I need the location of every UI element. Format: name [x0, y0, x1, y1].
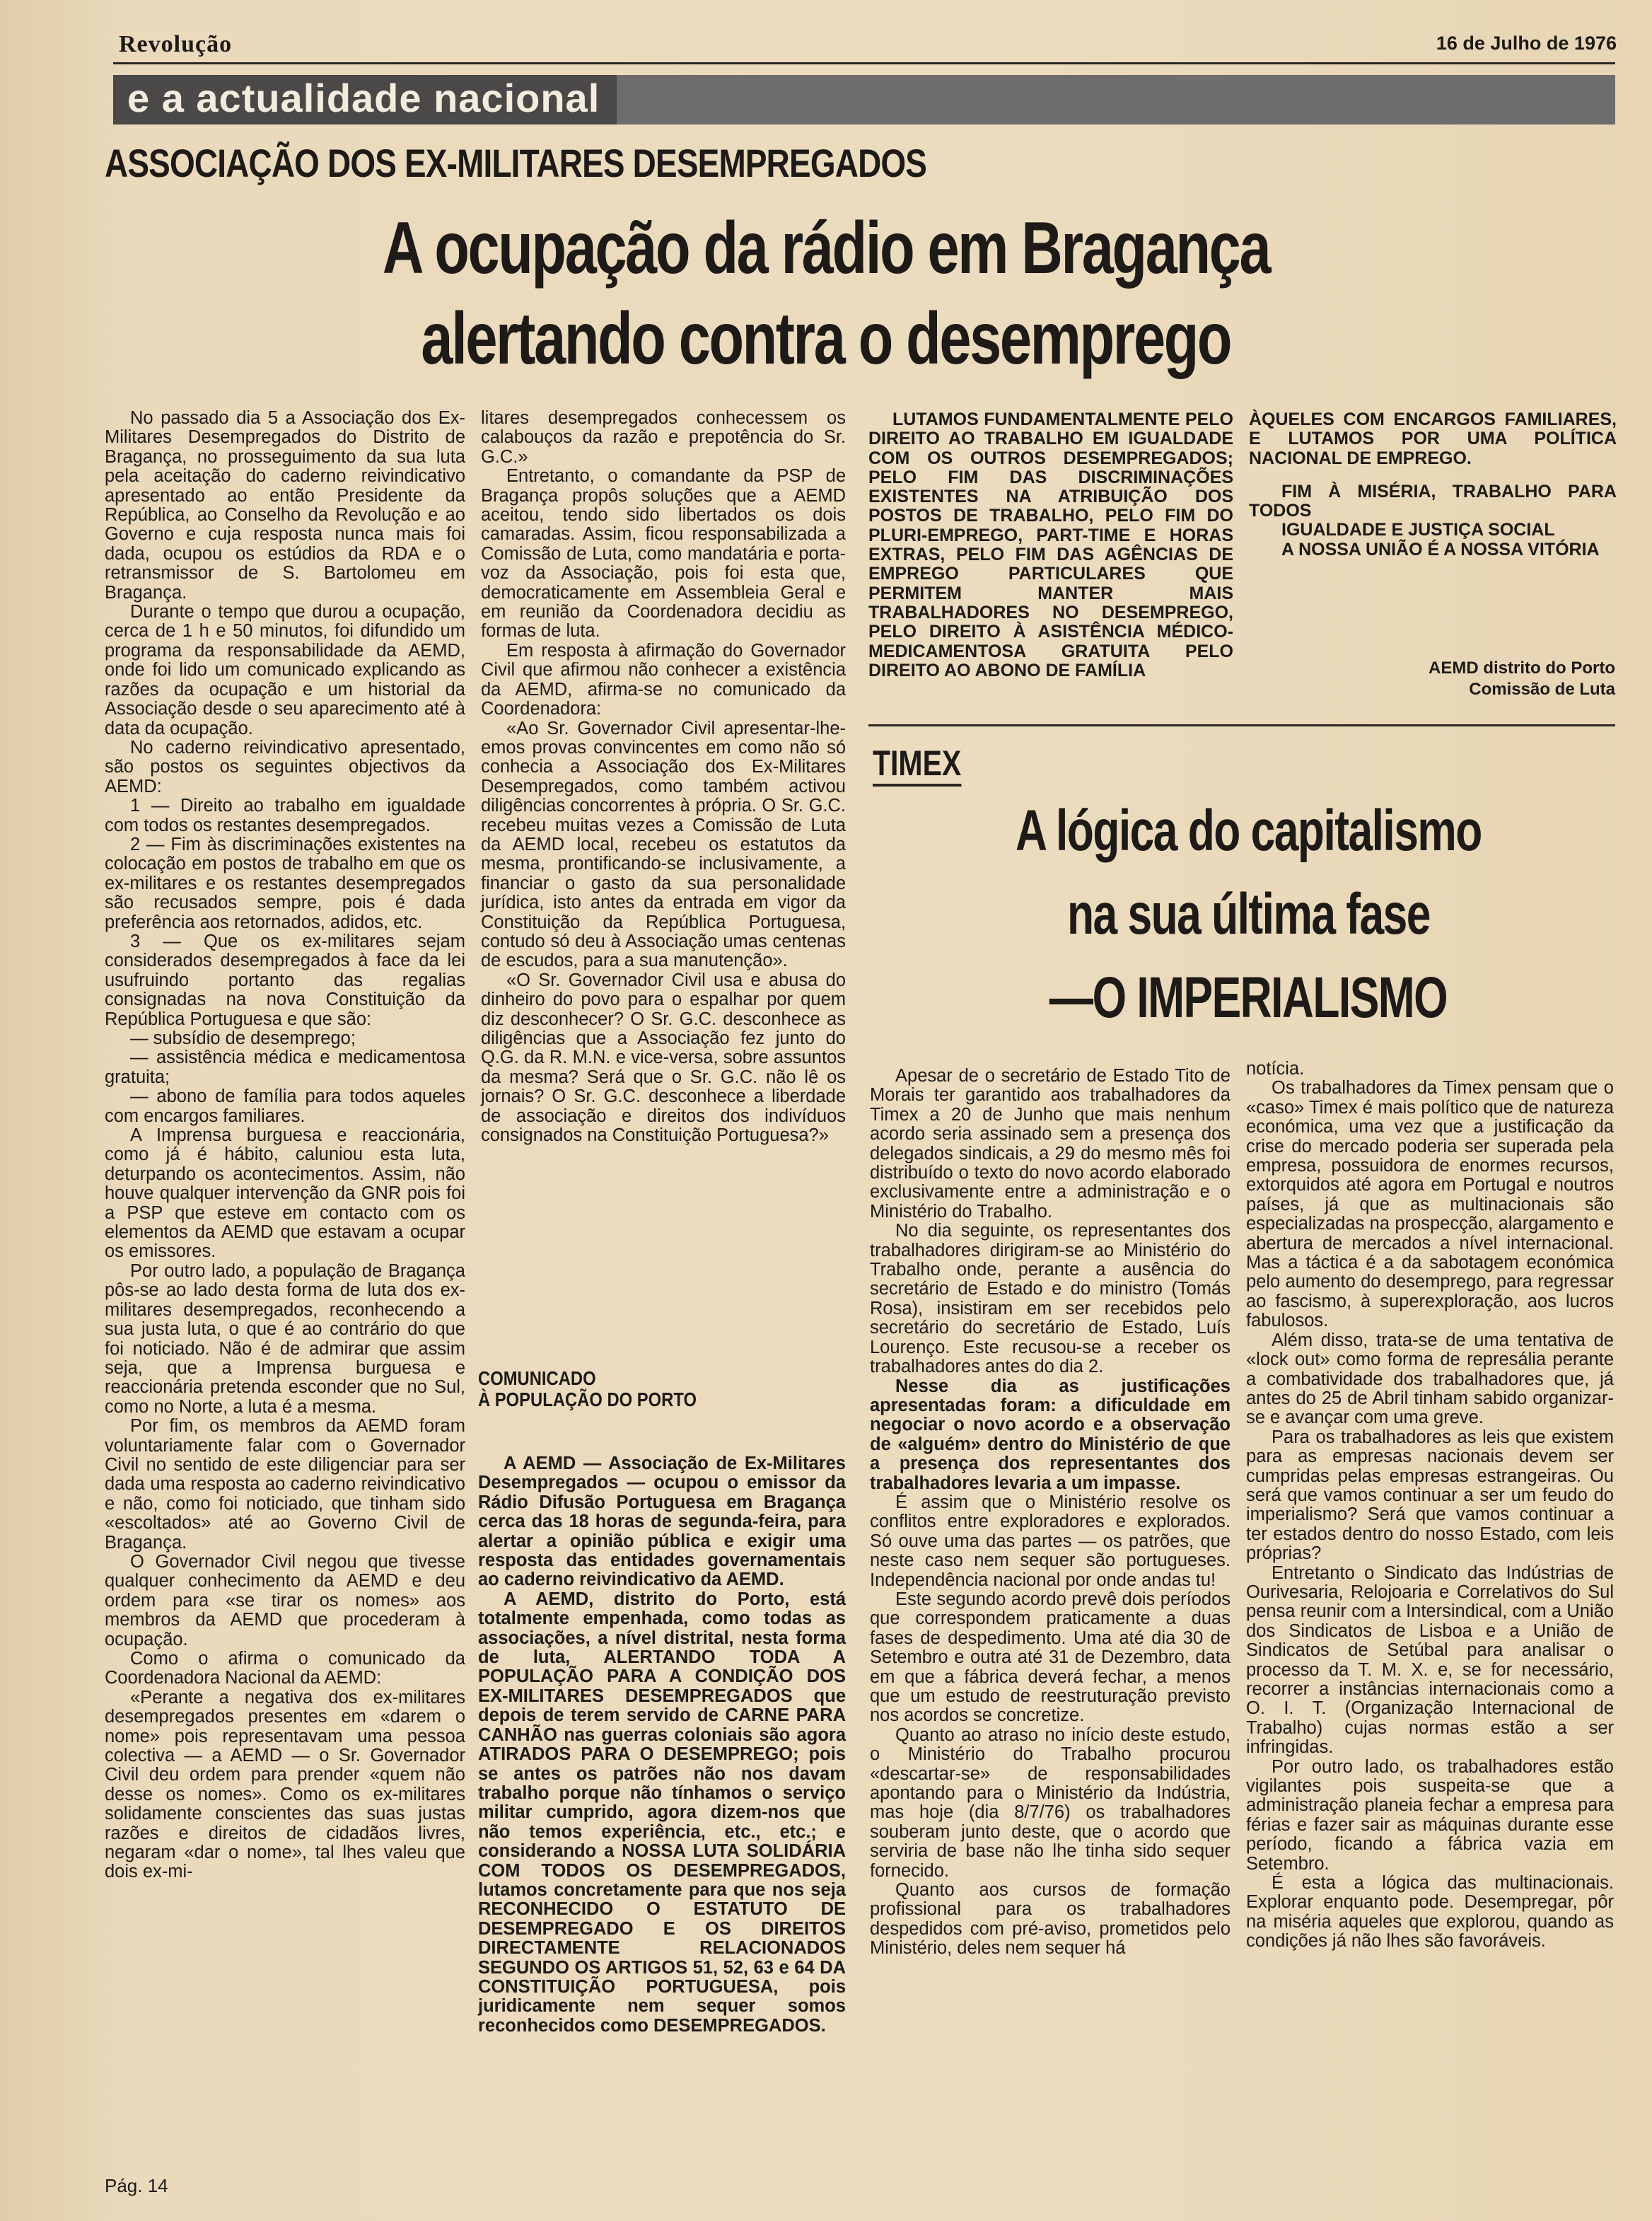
paragraph: No dia seguinte, os representantes dos trabalhadores dirigiram-se ao Ministério do Trabalho onde, perante a ausência do secretário de Estado e do ministro (Tomás Rosa), insistiram em ser recebidos pelo secretário do secretário de Estado, Luís Lourenço. Este recusou-se a receber os trabalhadores antes do dia 2.: [870, 1221, 1231, 1377]
paragraph: Quanto ao atraso no início deste estudo, o Ministério do Trabalho procurou «descartar-se» de responsabilidades apontando para o Ministério da Indústria, mas hoje (dia 8/7/76) os trabalhadores souberam junto deste, que o acordo que serviria de base não lhe tinha sido sequer fornecido.: [870, 1724, 1231, 1881]
section-divider: [868, 724, 1615, 726]
article1-column-2: [481, 409, 846, 1145]
issue-date: 16 de Julho de 1976: [1436, 33, 1617, 54]
paragraph: notícia.: [1246, 1059, 1305, 1079]
paragraph: A AEMD, distrito do Porto, está totalmente empenhada, como todas as associações, a nível distrital, nesta forma de luta, ALERTANDO TODA A POPULAÇÃO PARA A CONDIÇÃO DOS EX-MILITARES DESEMPREGADOS que depois de terem servido de CARNE PARA CANHÃO nas guerras coloniais são agora ATIRADOS PARA O DESEMPREGO; pois se antes os patrões não nos davam trabalho porque não tínhamos o serviço militar cumprido, agora dizem-nos que não temos experiência, etc., etc.; e considerando a NOSSA LUTA SOLIDÁRIA COM TODOS OS DESEMPREGADOS, lutamos concretamente para que nos seja RECONHECIDO O ESTATUTO DE DESEMPREGADO E OS DIREITOS DIRECTAMENTE RELACIONADOS SEGUNDO OS ARTIGOS 51, 52, 63 e 64 DA CONSTITUIÇÃO PORTUGUESA, pois juridicamente nem sequer somos reconhecidos como DESEMPREGADOS.: [478, 1589, 846, 2036]
page-number: Pág. 14: [105, 2175, 168, 2196]
paragraph: «O Sr. Governador Civil usa e abusa do dinheiro do povo para o espalhar por quem diz desconhecer? O Sr. G.C. desconhece as diligências que a Associação fez junto do Q.G. da R. M.N. e vice-versa, sobre assuntos da mesma? Será que o Sr. G.C. não lê os jornais? O Sr. G.C. desconhece a liberdade de associação e direitos dos indivíduos consignados na Constituição Portuguesa?»: [481, 970, 846, 1146]
article1-column-1: [105, 409, 465, 1882]
paragraph: — abono de família para todos aqueles com encargos familiares.: [105, 1086, 465, 1126]
paragraph: Entretanto o Sindicato das Indústrias de Ourivesaria, Relojoaria e Correlativos do Sul pensa reunir com a Intersindical, com a União dos Sindicatos de Lisboa e a União de Sindicatos de Setúbal para analisar o processo da T. M. X. e, se for necessário, recorrer a instâncias internacionais como a O. I. T. (Organização Internacional de Trabalho) cujas normas estão a ser infringidas.: [1246, 1562, 1614, 1758]
paragraph: Os trabalhadores da Timex pensam que o «caso» Timex é mais político que de natureza económica, uma vez que a justificação da crise do mercado poderia ser superada pela empresa, possuidora de enormes recursos, extorquidos até agora em Portugal e noutros países, já que as multinacionais são especializadas na prospecção, alargamento e abertura de mercados a nível internacional. Mas a táctica é a da sabotagem económica pelo aumento do desemprego, para regressar ao fascismo, à superexploração, aos lucros fabulosos.: [1246, 1078, 1614, 1331]
paragraph: Apesar de o secretário de Estado Tito de Morais ter garantido aos trabalhadores da Timex a 20 de Junho que mais nenhum acordo seria assinado sem a presença dos delegados sindicais, a 29 do mesmo mês foi distribuído o texto do novo acordo elaborado exclusivamente entre a administração e o Ministério do Trabalho.: [870, 1066, 1231, 1222]
paragraph: 3 — Que os ex-militares sejam considerados desempregados à face da lei usufruindo portanto das regalias consignadas na nova Constituição da República Portuguesa e que são:: [105, 931, 465, 1029]
paragraph: — subsídio de desemprego;: [130, 1028, 356, 1048]
signature-line: AEMD distrito do Porto: [1429, 659, 1615, 678]
paragraph: Durante o tempo que durou a ocupação, cerca de 1 h e 50 minutos, foi difundido um programa da responsabilidade da AEMD, onde foi lido um comunicado explicando as razões da ocupação e um historial da Associação desde o seu aparecimento até à data da ocupação.: [105, 602, 465, 738]
paragraph: Por outro lado, a população de Bragança pôs-se ao lado desta forma de luta dos ex-militares desempregados, reconhecendo a sua justa luta, o que é ao contrário do que foi noticiado. Não é de admirar que assim seja, que a Imprensa burguesa e reaccionária pretenda esconder que no Sul, como no Norte, a luta é a mesma.: [105, 1260, 465, 1417]
paragraph: — assistência médica e medicamentosa gratuita;: [105, 1048, 465, 1087]
paragraph: Em resposta à afirmação do Governador Civil que afirmou não conhecer a existência da AEMD, afirma-se no comunicado da Coordenadora:: [481, 640, 846, 719]
article2-tag: TIMEX: [873, 743, 961, 787]
signature-line: Comissão de Luta: [1469, 680, 1615, 699]
paragraph: litares desempregados conhecessem os calabouços da razão e prepotência do Sr. G.C.»: [481, 408, 846, 467]
paragraph: O Governador Civil negou que tivesse qualquer conhecimento da AEMD e deu ordem para «se tirar os nomes» aos membros da AEMD que procederam à ocupação.: [105, 1551, 465, 1649]
article1-kicker: ASSOCIAÇÃO DOS EX-MILITARES DESEMPREGADOS: [105, 141, 927, 185]
paragraph: A AEMD — Associação de Ex-Militares Desempregados — ocupou o emissor da Rádio Difusão Portuguesa em Bragança cerca das 18 horas de segunda-feira, para alertar a opinião pública e exigir uma resposta das entidades governamentais ao caderno reivindicativo da AEMD.: [478, 1454, 846, 1590]
paragraph: É esta a lógica das multinacionais. Explorar enquanto pode. Desempregar, pôr na miséria aqueles que explorou, quando as condições já não lhes são favoráveis.: [1246, 1873, 1614, 1952]
paragraph: Entretanto, o comandante da PSP de Bragança propôs soluções que a AEMD aceitou, tendo sido libertados os dois camaradas. Assim, ficou responsabilizada a Comissão de Luta, como mandatária e porta-voz da Associação, pois foi esta que, democraticamente em Assembleia Geral e em reunião da Coordenadora decidiu as formas de luta.: [481, 466, 846, 642]
section-title: e a actualidade nacional: [113, 75, 617, 124]
article1-column-3: [868, 410, 1233, 680]
slogan: A NOSSA UNIÃO É A NOSSA VITÓRIA: [1281, 539, 1600, 559]
paragraph: No caderno reivindicativo apresentado, são postos os seguintes objectivos da AEMD:: [105, 737, 465, 796]
paragraph: Quanto aos cursos de formação profissional para os trabalhadores despedidos com pré-aviso, prometidos pelo Ministério, deles nem sequer há: [870, 1880, 1231, 1959]
article1-headline-line1: A ocupação da rádio em Bragança: [382, 207, 1270, 289]
article1-signature: [1429, 658, 1615, 700]
paragraph: Por outro lado, os trabalhadores estão vigilantes pois suspeita-se que a administração planeia fechar a empresa para férias e fazer sair as máquinas durante esse período, ficando a fábrica vazia em Setembro.: [1246, 1756, 1614, 1874]
newspaper-name: Revolução: [119, 31, 233, 57]
paragraph: Como o afirma o comunicado da Coordenadora Nacional da AEMD:: [105, 1649, 465, 1688]
paragraph: A Imprensa burguesa e reaccionária, como já é hábito, caluniou esta luta, deturpando os acontecimentos. Assim, não houve qualquer intervenção da GNR pois foi a PSP que esteve em contacto com os elementos da AEMD que estavam a ocupar os emissores.: [105, 1125, 465, 1262]
comunicado-title-line2: À POPULAÇÃO DO PORTO: [478, 1388, 697, 1410]
demands-text-continued: ÀQUELES COM ENCARGOS FAMILIARES, E LUTAMOS POR UMA POLÍTICA NACIONAL DE EMPREGO.: [1249, 410, 1617, 468]
article2-headline-line2: na sua última fase: [1066, 882, 1430, 946]
article2-column-2: [1246, 1060, 1614, 1952]
section-banner: [113, 75, 1615, 124]
paragraph: 2 — Fim às discriminações existentes na colocação em postos de trabalho em que os ex-militares e os restantes desempregados são recusados sempre, pois é dada preferência aos retornados, adidos, etc.: [105, 834, 465, 932]
article2-headline-line3: —O IMPERIALISMO: [1049, 965, 1448, 1030]
paragraph: Este segundo acordo prevê dois períodos que correspondem praticamente a duas fases de despedimento. Uma até dia 30 de Setembro e outra até 31 de Dezembro, data em que a fábrica deverá fechar, a menos que um estudo de reestruturação previsto nos acordos se concretize.: [870, 1589, 1231, 1726]
paragraph: Além disso, trata-se de uma tentativa de «lock out» como forma de represália perante a combatividade dos trabalhadores que, já antes do 25 de Abril tinham sabido organizar-se e avançar com uma greve.: [1246, 1330, 1614, 1428]
comunicado-title-line1: COMUNICADO: [478, 1367, 596, 1389]
slogan: FIM À MISÉRIA, TRABALHO PARA TODOS: [1249, 481, 1617, 521]
article2-column-1: [870, 1067, 1231, 1959]
paragraph: É assim que o Ministério resolve os conflitos entre exploradores e explorados. Só ouve uma das partes — os patrões, que neste caso nem sequer são portugueses. Independência nacional por onde andas tu!: [870, 1492, 1231, 1590]
article1-headline-line2: alertando contra o desemprego: [421, 298, 1231, 380]
comunicado-box: [478, 1368, 846, 2036]
paragraph: No passado dia 5 a Associação dos Ex-Militares Desempregados do Distrito de Bragança, no prosseguimento da sua luta pela aceitação do caderno reivindicativo apresentado ao então Presidente da República, ao Conselho da Revolução e ao Governo e cuja resposta nunca mais foi dada, ocupou os estúdios da RDA e o retransmissor de S. Bartolomeu em Bragança.: [105, 408, 465, 603]
header-rule: [113, 62, 1615, 64]
paragraph: Nesse dia as justificações apresentadas foram: a dificuldade em negociar o novo acordo e a observação de «alguém» dentro do Ministério de que a presença dos representantes dos trabalhadores levaria a um impasse.: [870, 1376, 1231, 1493]
paragraph: 1 — Direito ao trabalho em igualdade com todos os restantes desempregados.: [105, 796, 465, 835]
paragraph: «Perante a negativa dos ex-militares desempregados presentes em «darem o nome» pois representavam uma pessoa colectiva — a AEMD — o Sr. Governador Civil deu ordem para prender «quem não desse os nomes». Como os ex-militares solidamente conscientes das suas justas razões e direitos de cidadãos livres, negaram «dar o nome», tal lhes valeu que dois ex-mi-: [105, 1687, 465, 1882]
paragraph: Por fim, os membros da AEMD foram voluntariamente falar com o Governador Civil no sentido de este diligenciar para ser dada uma resposta ao caderno reivindicativo e não, como foi noticiado, que tinham sido «escoltados» até ao Governo Civil de Bragança.: [105, 1416, 465, 1553]
article1-column-4: [1249, 410, 1617, 559]
demands-text: LUTAMOS FUNDAMENTALMENTE PELO DIREITO AO TRABALHO EM IGUALDADE COM OS OUTROS DESEMPREGADOS; PELO FIM DAS DISCRIMINAÇÕES EXISTENTES NA ATRIBUIÇÃO DOS POSTOS DE TRABALHO, PELO FIM DO PLURI-EMPREGO, PART-TIME E HORAS EXTRAS, PELO FIM DAS AGÊNCIAS DE EMPREGO PARTICULARES QUE PERMITEM MANTER MAIS TRABALHADORES NO DESEMPREGO, PELO DIREITO À ASISTÊNCIA MÉDICO-MEDICAMENTOSA GRATUITA PELO DIREITO AO ABONO DE FAMÍLIA: [868, 410, 1233, 680]
slogan: IGUALDADE E JUSTIÇA SOCIAL: [1281, 520, 1555, 540]
article2-headline-line1: A lógica do capitalismo: [1015, 799, 1482, 863]
paragraph: «Ao Sr. Governador Civil apresentar-lhe-emos provas convincentes em como não só conhecia a Associação dos Ex-Militares Desempregados, como também activou diligências concorrentes à própria. O Sr. G.C. recebeu muitas vezes a Comissão de Luta da AEMD local, recebeu os estatutos da mesma, prontificando-se inclusivamente, a financiar o gasto da sua personalidade jurídica, isto antes da entrada em vigor da Constituição da República Portuguesa, contudo só deu à Associação umas centenas de escudos, para a sua manutenção».: [481, 718, 846, 971]
paragraph: Para os trabalhadores as leis que existem para as empresas nacionais devem ser cumpridas pelas empresas estrangeiras. Ou será que vamos continuar a ser um feudo do imperialismo? Será que vamos continuar a ter estados dentro do nosso Estado, com leis próprias?: [1246, 1427, 1614, 1564]
